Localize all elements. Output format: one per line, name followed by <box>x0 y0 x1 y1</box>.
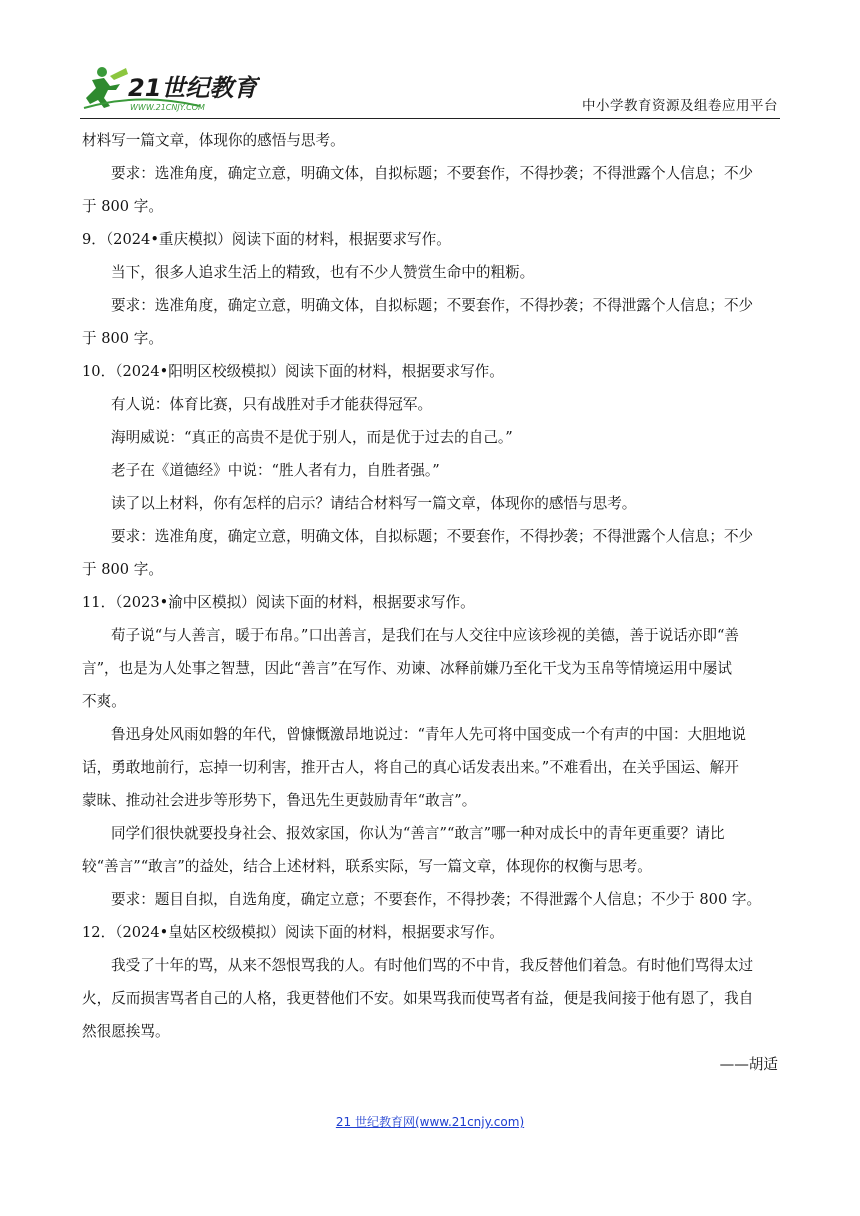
document-body <box>82 124 778 1081</box>
text-line: 要求：选准角度，确定立意，明确文体，自拟标题；不要套作，不得抄袭；不得泄露个人信息；不少 <box>111 297 754 314</box>
text-line: 然很愿挨骂。 <box>82 1023 170 1040</box>
text-line: 有人说：体育比赛，只有战胜对手才能获得冠军。 <box>111 396 433 413</box>
brand-logo <box>80 62 260 116</box>
text-line: 言”，也是为人处事之智慧，因此“善言”在写作、劝谏、冰释前嫌乃至化干戈为玉帛等情境运用中屡试 <box>82 660 732 677</box>
quote-attribution: ——胡适 <box>719 1056 778 1073</box>
text-line: 蒙昧、推动社会进步等形势下，鲁迅先生更鼓励青年“敢言”。 <box>82 792 477 809</box>
footer-site-link[interactable]: 21 世纪教育网(www.21cnjy.com) <box>335 1115 525 1129</box>
text-line: 当下，很多人追求生活上的精致，也有不少人赞赏生命中的粗粝。 <box>111 264 535 281</box>
text-line: 要求：题目自拟，自选角度，确定立意；不要套作，不得抄袭；不得泄露个人信息；不少于 800 字。 <box>111 891 762 908</box>
svg-text:WWW.21CNJY.COM: WWW.21CNJY.COM <box>130 103 205 112</box>
page-header <box>80 62 780 119</box>
question-heading: 10．（2024•阳明区校级模拟）阅读下面的材料，根据要求写作。 <box>82 363 504 380</box>
question-heading: 12．（2024•皇姑区校级模拟）阅读下面的材料，根据要求写作。 <box>82 924 504 941</box>
text-line: 较“善言”“敢言”的益处，结合上述材料，联系实际，写一篇文章，体现你的权衡与思考。 <box>82 858 652 875</box>
page-footer <box>0 1113 860 1130</box>
text-line: 要求：选准角度，确定立意，明确文体，自拟标题；不要套作，不得抄袭；不得泄露个人信息；不少 <box>111 165 754 182</box>
text-line: 鲁迅身处风雨如磐的年代，曾慷慨激昂地说过：“青年人先可将中国变成一个有声的中国：大胆地说 <box>111 726 746 743</box>
text-line: 于 800 字。 <box>82 561 163 578</box>
text-line: 老子在《道德经》中说：“胜人者有力，自胜者强。” <box>111 462 440 479</box>
platform-name: 中小学教育资源及组卷应用平台 <box>582 98 778 114</box>
text-line: 同学们很快就要投身社会、报效家国，你认为“善言”“敢言”哪一种对成长中的青年更重要？请比 <box>111 825 725 842</box>
text-line: 于 800 字。 <box>82 330 163 347</box>
text-line: 要求：选准角度，确定立意，明确文体，自拟标题；不要套作，不得抄袭；不得泄露个人信息；不少 <box>111 528 754 545</box>
text-line: 于 800 字。 <box>82 198 163 215</box>
runner-logo-icon <box>80 62 260 116</box>
text-line: 火，反而损害骂者自己的人格，我更替他们不安。如果骂我而使骂者有益，便是我间接于他有恩了，我自 <box>82 990 754 1007</box>
question-heading: 9．（2024•重庆模拟）阅读下面的材料，根据要求写作。 <box>82 231 451 248</box>
text-line: 读了以上材料，你有怎样的启示？请结合材料写一篇文章，体现你的感悟与思考。 <box>111 495 637 512</box>
text-line: 荀子说“与人善言，暖于布帛。”口出善言，是我们在与人交往中应该珍视的美德，善于说话亦即“善 <box>111 627 740 644</box>
text-line: 材料写一篇文章，体现你的感悟与思考。 <box>82 132 345 149</box>
text-line: 我受了十年的骂，从来不怨恨骂我的人。有时他们骂的不中肯，我反替他们着急。有时他们骂得太过 <box>111 957 754 974</box>
svg-text:21世纪教育: 21世纪教育 <box>128 74 258 102</box>
text-line: 不爽。 <box>82 693 126 710</box>
text-line: 话，勇敢地前行，忘掉一切利害，推开古人，将自己的真心话发表出来。”不难看出，在关乎国运、解开 <box>82 759 739 776</box>
text-line: 海明威说：“真正的高贵不是优于别人，而是优于过去的自己。” <box>111 429 513 446</box>
question-heading: 11．（2023•渝中区模拟）阅读下面的材料，根据要求写作。 <box>82 594 475 611</box>
